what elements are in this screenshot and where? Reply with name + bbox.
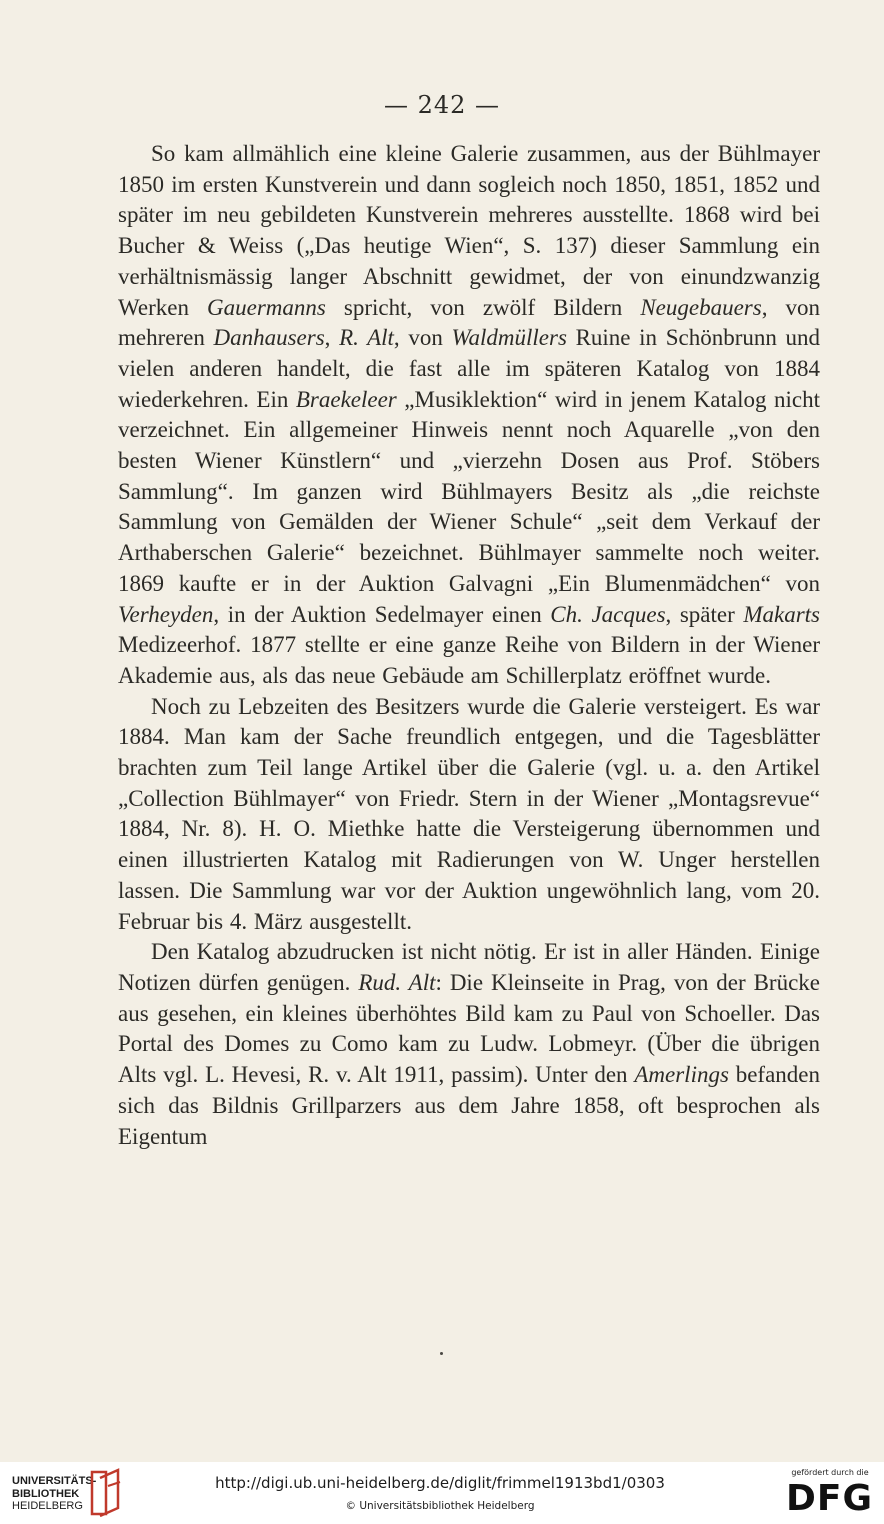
dfg-logo[interactable]: DFG (786, 1478, 874, 1519)
italic-name: Neugebauers (640, 294, 762, 320)
library-line-2: BIBLIOTHEK (12, 1487, 80, 1500)
italic-name: Braekeleer (295, 386, 397, 412)
italic-name: Rud. Alt (358, 969, 436, 995)
page-speck (440, 1352, 443, 1355)
italic-name: Amerlings (634, 1062, 729, 1088)
library-line-1: UNIVERSITÄTS- (12, 1475, 97, 1487)
italic-name: R. Alt (339, 325, 394, 351)
italic-name: Makarts (743, 601, 820, 627)
paragraph: So kam allmählich eine kleine Galerie zusammen, aus der Bühlmayer 1850 im ersten Kunstverein und dann sogleich noch 1850, 1851, 1852 und später im neu gebildeten Kunstverein mehreres ausstellte. 1868 wird bei Bucher & Weiss („Das heutige Wien“, S. 137) dieser Sammlung ein verhältnismässig langer Abschnitt gewidmet, der von einundzwanzig Werken Gauermanns spricht, von zwölf Bildern Neugebauers, von mehreren Danhausers, R. Alt, von Waldmüllers Ruine in Schönbrunn und vielen anderen handelt, die fast alle im späteren Katalog von 1884 wiederkehren. Ein Braekeleer „Musiklektion“ wird in jenem Katalog nicht verzeichnet. Ein allgemeiner Hinweis nennt noch Aquarelle „von den besten Wiener Künstlern“ und „vierzehn Dosen aus Prof. Stöbers Sammlung“. Im ganzen wird Bühlmayers Besitz als „die reichste Sammlung von Gemälden der Wiener Schule“ „seit dem Verkauf der Arthaberschen Galerie“ bezeichnet. Bühlmayer sammelte noch weiter. 1869 kaufte er in der Auktion Galvagni „Ein Blumenmädchen“ von Verheyden, in der Auktion Sedelmayer einen Ch. Jacques, später Makarts Medizeerhof. 1877 stellte er eine ganze Reihe von Bildern in der Wiener Akademie aus, als das neue Gebäude am Schillerplatz eröffnet wurde. (118, 141, 820, 688)
permalink-url[interactable]: http://digi.ub.uni-heidelberg.de/diglit/frimmel1913bd1/0303 (215, 1474, 665, 1492)
library-name[interactable] (12, 1475, 96, 1513)
copyright-note: © Universitätsbibliothek Heidelberg (345, 1500, 535, 1512)
body-text (118, 139, 820, 1152)
paragraph: Noch zu Lebzeiten des Besitzers wurde die Galerie versteigert. Es war 1884. Man kam der Sache freundlich entgegen, und die Tagesblätter brachten zum Teil lange Artikel über die Galerie (vgl. u. a. den Artikel „Collection Bühlmayer“ von Friedr. Stern in der Wiener „Montagsrevue“ 1884, Nr. 8). H. O. Miethke hatte die Versteigerung übernommen und einen illustrierten Katalog mit Radierungen von W. Unger herstellen lassen. Die Sammlung war vor der Auktion ungewöhnlich lang, vom 20. Februar bis 4. März ausgestellt. (118, 693, 820, 934)
footer-bar (0, 1462, 884, 1524)
funded-by-label: gefördert durch die (791, 1468, 869, 1477)
italic-name: Waldmüllers (451, 325, 567, 351)
italic-name: Gauermanns (207, 294, 326, 320)
italic-name: Danhausers (213, 325, 325, 351)
paragraph: Den Katalog abzudrucken ist nicht nötig. Er ist in aller Händen. Einige Notizen dürfen genügen. Rud. Alt: Die Kleinseite in Prag, von der Brücke aus gesehen, ein kleines überhöhtes Bild kam zu Paul von Schoeller. Das Portal des Domes zu Como kam zu Ludw. Lobmeyr. (Über die übrigen Alts vgl. L. Hevesi, R. v. Alt 1911, passim). Unter den Amerlings befanden sich das Bildnis Grillparzers aus dem Jahre 1858, oft besprochen als Eigentum (118, 939, 820, 1149)
italic-name: Ch. Jacques (550, 601, 666, 627)
library-line-3: HEIDELBERG (12, 1500, 83, 1512)
italic-name: Verheyden (118, 601, 214, 627)
library-logo-icon[interactable] (88, 1468, 124, 1518)
page-number: — 242 — (383, 91, 501, 119)
